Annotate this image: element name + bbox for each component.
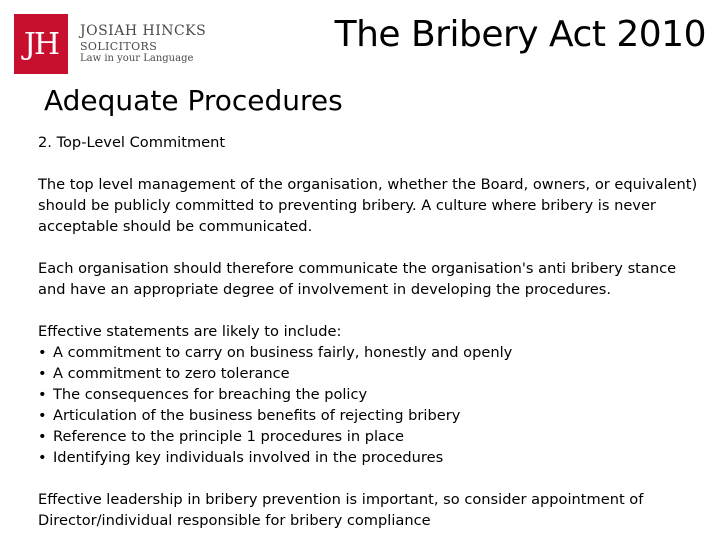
section-label: 2. Top-Level Commitment — [38, 134, 226, 151]
closing-paragraph: Effective leadership in bribery prevention is important, so consider appointment of Director/individual responsible for bribery compliance — [38, 491, 644, 529]
list-intro: Effective statements are likely to include: — [38, 323, 342, 340]
company-logo — [14, 14, 206, 74]
list-item: • Reference to the principle 1 procedures in place — [38, 426, 708, 447]
list-item: • A commitment to carry on business fairly, honestly and openly — [38, 342, 708, 363]
list-item: • Articulation of the business benefits of rejecting bribery — [38, 405, 708, 426]
paragraph-1: The top level management of the organisation, whether the Board, owners, or equivalent) should be publicly committed to preventing bribery. A culture where bribery is never acceptable should be communicated. — [38, 176, 698, 235]
logo-text-block — [80, 23, 206, 65]
logo-tagline: Law in your Language — [80, 52, 194, 64]
slide-body — [38, 132, 708, 531]
bullet-list — [38, 342, 708, 468]
slide-title: The Bribery Act 2010 — [334, 14, 706, 55]
list-item: • A commitment to zero tolerance — [38, 363, 708, 384]
list-item: • The consequences for breaching the policy — [38, 384, 708, 405]
logo-company-name: JOSIAH HINCKS — [80, 23, 207, 39]
slide-subtitle: Adequate Procedures — [44, 84, 343, 117]
paragraph-2: Each organisation should therefore communicate the organisation's anti bribery stance and have an appropriate degree of involvement in developing the procedures. — [38, 260, 677, 298]
logo-subtitle: SOLICITORS — [80, 39, 158, 53]
logo-monogram: JH — [14, 14, 68, 74]
list-item: • Identifying key individuals involved in the procedures — [38, 447, 708, 468]
